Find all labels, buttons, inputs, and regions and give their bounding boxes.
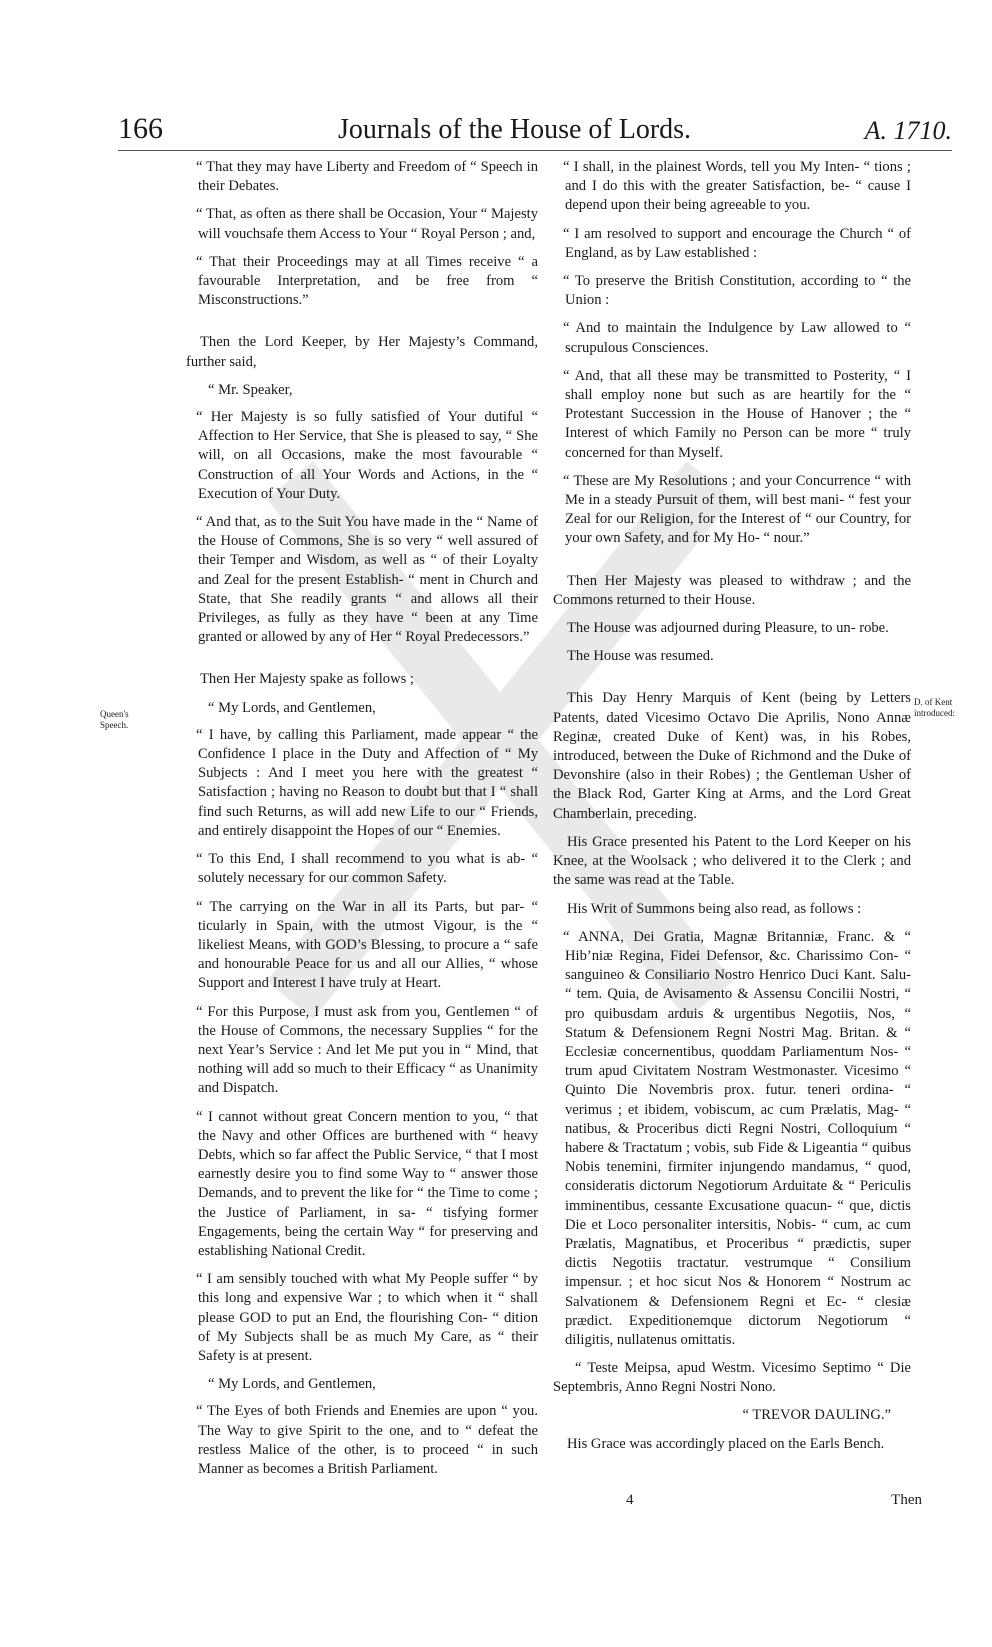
year: A. 1710.	[864, 116, 952, 145]
salutation: “ My Lords, and Gentlemen,	[208, 699, 376, 716]
paragraph: “ For this Purpose, I must ask from you, Gentlemen “ of the House of Commons, the necessary Supplies “ for the next Year’s Service : And let Me put you in “ Mind, that nothing will add so much to their Efficacy “ as Unanimity and Dispatch.	[196, 1003, 538, 1097]
paragraph: “ And to maintain the Indulgence by Law allowed to “ scrupulous Consciences.	[563, 320, 911, 356]
header-rule	[118, 150, 952, 151]
paragraph: “ To preserve the British Constitution, according to “ the Union :	[563, 273, 911, 309]
paragraph: Then Her Majesty spake as follows ;	[200, 671, 414, 688]
margin-note-duke-of-kent: D. of Kent introduced:	[914, 697, 955, 718]
page-header	[118, 112, 952, 152]
paragraph: “ That, as often as there shall be Occasion, Your “ Majesty will vouchsafe them Access to Your “ Royal Person ; and,	[196, 206, 538, 242]
paragraph: “ And that, as to the Suit You have made in the “ Name of the House of Commons, She is so very “ well assured of their Temper and Wisdom, as well as “ of their Loyalty and Zeal for the present Establish- “ ment in Church and State, that She readily grants “ and allows all their Privileges, as fully as they have “ been at any Time granted or allowed by any of Her “ Royal Predecessors.”	[196, 514, 538, 646]
paragraph: This Day Henry Marquis of Kent (being by Letters Patents, dated Vicesimo Octavo Die Aprilis, Nono Annæ Reginæ, created Duke of Kent) was, in his Robes, introduced, between the Duke of Richmond and the Duke of Devonshire (also in their Robes) ; the Gentleman Usher of the Black Rod, Garter King at Arms, and the Lord Great Chamberlain, preceding.	[553, 690, 911, 822]
paragraph: “ That they may have Liberty and Freedom of “ Speech in their Debates.	[196, 159, 538, 195]
salutation: “ Mr. Speaker,	[208, 381, 293, 398]
signature-mark: 4	[626, 1492, 634, 1508]
paragraph: His Grace was accordingly placed on the Earls Bench.	[567, 1435, 885, 1452]
writ-teste: “ Teste Meipsa, apud Westm. Vicesimo Septimo “ Die Septembris, Anno Regni Nostri Nono.	[553, 1360, 911, 1396]
paragraph: “ That their Proceedings may at all Times receive “ a favourable Interpretation, and be free from “ Misconstructions.”	[196, 253, 538, 309]
paragraph: “ Her Majesty is so fully satisfied of Your dutiful “ Affection to Her Service, that She is pleased to say, “ She will, on all Occasions, make the most favourable “ Construction of all Your Words and Actions, in the “ Execution of Your Duty.	[196, 409, 538, 502]
paragraph: Then the Lord Keeper, by Her Majesty’s Command, further said,	[186, 334, 538, 370]
catchword: Then	[891, 1492, 922, 1508]
paragraph: “ The carrying on the War in all its Parts, but par- “ ticularly in Spain, with the utmost Vigour, is the “ likeliest Means, with GOD’s Blessing, to procure a “ safe and honourable Peace for us and all our Allies, “ whose Support and Interest I have truly at Heart.	[196, 898, 538, 992]
running-title: Journals of the House of Lords.	[338, 114, 692, 145]
paragraph: His Writ of Summons being also read, as follows :	[567, 900, 862, 917]
writ-of-summons: “ ANNA, Dei Gratia, Magnæ Britanniæ, Franc. & “ Hib’niæ Regina, Fidei Defensor, &c. Charissimo Con- “ sanguineo & Consiliario Nostro Henrico Duci Kant. Salu- “ tem. Quia, de Avisamento & Assensu Concilii Nostri, “ pro quibusdam arduis & urgentibus Negotiis, Nos, “ Statum & Defensionem Regni Nostri Mag. Britan. & “ Ecclesiæ concernentibus, quoddam Parliamentum Nos- “ trum apud Civitatem Nostram Westmonaster. Vicesimo “ Quinto Die Novembris prox. futur. teneri ordina- “ verimus ; et ibidem, vobiscum, ac cum Prælatis, Mag- “ natibus, & Proceribus dicti Regni Nostri, Colloquium “ habere & Tractatum ; vobis, sub Fide & Ligeantia “ quibus Nobis tenemini, firmiter injungendo mandamus, “ quod, consideratis dictorum Negotiorum Arduitate & “ Periculis imminentibus, cessante Excusatione quacun- “ que, dictis Die et Loco personaliter intersitis, Nobis- “ cum, ac cum Prælatis, Magnatibus, et Proceribus “ prædictis, super dictis Negotiis tractatur. vestrumque “ Consilium impensur. ; et hoc sicut Nos & Honorem “ Nostrum ac Salvationem & Defensionem Regni et Ec- “ clesiæ prædict. Expeditionemque dictorum Negotiorum “ diligitis, nullatenus omittatis.	[563, 928, 911, 1348]
right-column	[553, 158, 911, 1463]
paragraph: “ I cannot without great Concern mention to you, “ that the Navy and other Offices are burthened with “ heavy Debts, which so far affect the Public Service, “ that I most earnestly desire you to find some Way to “ answer those Demands, and to prevent the like for “ the Time to come ; the Justice of Parliament, in sa- “ tisfying former Engagements, being the certain Way “ for preserving and establishing National Credit.	[196, 1108, 538, 1259]
salutation: “ My Lords, and Gentlemen,	[208, 1376, 376, 1393]
paragraph: “ I shall, in the plainest Words, tell you My Inten- “ tions ; and I do this with the greater Satisfaction, be- “ cause I depend upon their being agreeable to you.	[563, 159, 911, 214]
margin-note-queens-speech: Queen's Speech.	[100, 709, 129, 730]
paragraph: “ I am resolved to support and encourage the Church “ of England, as by Law established :	[563, 225, 911, 261]
paragraph: “ To this End, I shall recommend to you what is ab- “ solutely necessary for our common Safety.	[196, 851, 538, 887]
paragraph: The House was resumed.	[567, 648, 714, 665]
paragraph: “ These are My Resolutions ; and your Concurrence “ with Me in a steady Pursuit of them, will best mani- “ fest your Zeal for our Religion, for the Interest of “ our Country, for your own Safety, and for My Ho- “ nour.”	[563, 472, 911, 547]
paragraph: Then Her Majesty was pleased to withdraw ; and the Commons returned to their House.	[553, 572, 911, 608]
paragraph: “ I have, by calling this Parliament, made appear “ the Confidence I place in the Duty and Affection of “ My Subjects : And I meet you here with the greatest “ Satisfaction ; having no Reason to doubt but that I “ shall find such Returns, as will add new Life to our “ Friends, and entirely disappoint the Hopes of our “ Enemies.	[196, 726, 538, 839]
paragraph: The House was adjourned during Pleasure, to un- robe.	[567, 620, 889, 637]
left-column	[186, 158, 538, 1488]
page-number: 166	[118, 112, 163, 145]
paragraph: “ And, that all these may be transmitted to Posterity, “ I shall employ none but such as are heartily for the “ Protestant Succession in the House of Hanover ; the “ Interest of which Family no Person can be more “ truly concerned for than Myself.	[563, 367, 911, 461]
paragraph: His Grace presented his Patent to the Lord Keeper on his Knee, at the Woolsack ; who delivered it to the Clerk ; and the same was read at the Table.	[553, 833, 911, 889]
paragraph: “ I am sensibly touched with what My People suffer “ by this long and expensive War ; to which when it “ shall please GOD to put an End, the flourishing Con- “ dition of My Subjects shall be as much My Care, as “ their Safety is at present.	[196, 1271, 538, 1364]
writ-signature: “ TREVOR DAULING.”	[742, 1406, 891, 1423]
paragraph: “ The Eyes of both Friends and Enemies are upon “ you. The Way to give Spirit to the one, and to “ defeat the restless Malice of the other, is to proceed “ in such Manner as becomes a British Parliament.	[196, 1403, 538, 1477]
